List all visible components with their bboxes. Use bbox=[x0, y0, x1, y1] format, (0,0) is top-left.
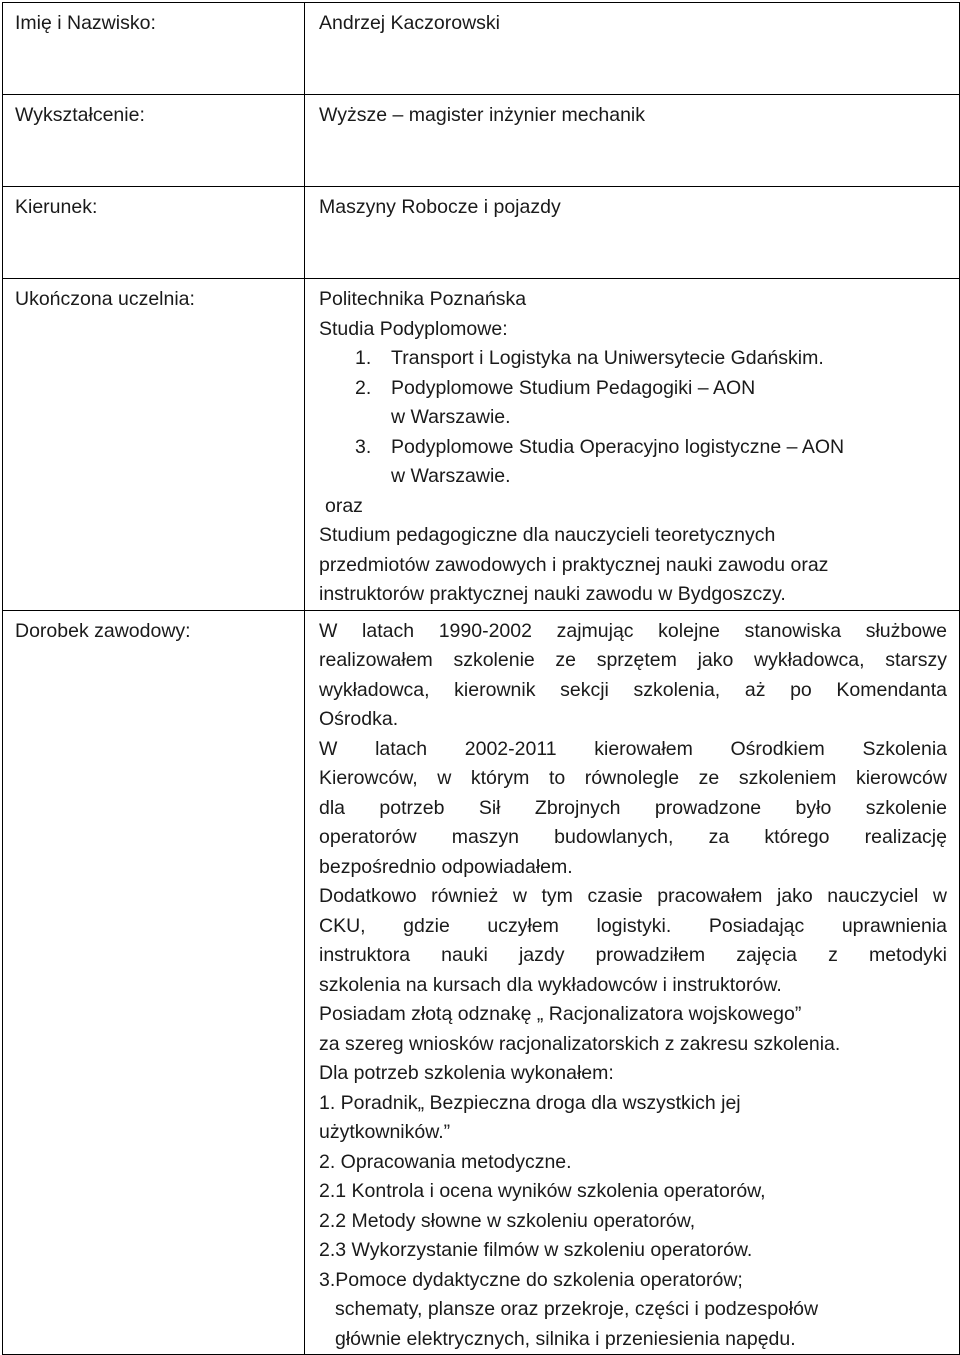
item-text: Transport i Logistyka na Uniwersytecie Gdańskim. bbox=[391, 347, 824, 369]
work-line: realizowałem szkolenie ze sprzętem jako wykładowca, starszy bbox=[319, 649, 947, 671]
work-line: Ośrodka. bbox=[319, 708, 399, 730]
row-university bbox=[3, 279, 960, 611]
extra-studies-line: przedmiotów zawodowych i praktycznej nauki zawodu oraz bbox=[319, 553, 829, 576]
value-education: Wyższe – magister inżynier mechanik bbox=[305, 95, 960, 187]
cv-document bbox=[2, 2, 959, 1350]
done-sub-item: głównie elektrycznych, silnika i przeniesienia napędu. bbox=[335, 1327, 796, 1350]
postgraduate-item bbox=[319, 374, 947, 433]
done-item: 1. Poradnik„ Bezpieczna droga dla wszystkich jej bbox=[319, 1091, 741, 1114]
label-name: Imię i Nazwisko: bbox=[3, 3, 305, 95]
row-name bbox=[3, 3, 960, 95]
row-work bbox=[3, 610, 960, 1355]
done-item: 2.3 Wykorzystanie filmów w szkoleniu operatorów. bbox=[319, 1239, 753, 1261]
item-number: 2. bbox=[355, 376, 372, 399]
label-university: Ukończona uczelnia: bbox=[3, 279, 305, 611]
done-sub-item: schematy, plansze oraz przekroje, części i podzespołów bbox=[335, 1298, 819, 1320]
done-item: 2. Opracowania metodyczne. bbox=[319, 1150, 572, 1173]
university-name: Politechnika Poznańska bbox=[319, 288, 527, 310]
item-text: Podyplomowe Studium Pedagogiki – AON bbox=[391, 376, 756, 399]
work-line: szkolenia na kursach dla wykładowców i instruktorów. bbox=[319, 973, 782, 996]
done-item: użytkowników.” bbox=[319, 1121, 451, 1143]
work-line: Kierowców, w którym to równolegle ze szkoleniem kierowców bbox=[319, 767, 947, 789]
badge-line: za szereg wniosków racjonalizatorskich z zakresu szkolenia. bbox=[319, 1032, 841, 1055]
row-education bbox=[3, 95, 960, 187]
extra-studies-line: Studium pedagogiczne dla nauczycieli teoretycznych bbox=[319, 524, 776, 546]
item-text-cont: w Warszawie. bbox=[391, 406, 511, 428]
value-work bbox=[305, 610, 960, 1355]
postgraduate-list bbox=[319, 344, 947, 492]
work-line: instruktora nauki jazdy prowadziłem zajęcia z metodyki bbox=[319, 944, 947, 966]
value-name: Andrzej Kaczorowski bbox=[305, 3, 960, 95]
postgraduate-item bbox=[319, 433, 947, 492]
postgraduate-item bbox=[319, 344, 947, 374]
work-line: bezpośrednio odpowiadałem. bbox=[319, 855, 573, 878]
postgraduate-heading: Studia Podyplomowe: bbox=[319, 317, 508, 340]
work-line: dla potrzeb Sił Zbrojnych prowadzone było szkolenie bbox=[319, 796, 947, 819]
item-text-cont: w Warszawie. bbox=[391, 465, 511, 487]
work-line: Dodatkowo również w tym czasie pracowałem jako nauczyciel w bbox=[319, 885, 947, 907]
value-direction: Maszyny Robocze i pojazdy bbox=[305, 187, 960, 279]
item-text: Podyplomowe Studia Operacyjno logistyczne – AON bbox=[391, 435, 845, 458]
done-item: 3.Pomoce dydaktyczne do szkolenia operatorów; bbox=[319, 1268, 743, 1291]
label-work: Dorobek zawodowy: bbox=[3, 610, 305, 1355]
extra-studies-line: instruktorów praktycznej nauki zawodu w Bydgoszczy. bbox=[319, 583, 786, 605]
work-line: W latach 1990-2002 zajmując kolejne stanowiska służbowe bbox=[319, 619, 947, 642]
done-intro: Dla potrzeb szkolenia wykonałem: bbox=[319, 1062, 614, 1084]
label-education: Wykształcenie: bbox=[3, 95, 305, 187]
done-item: 2.2 Metody słowne w szkoleniu operatorów, bbox=[319, 1209, 696, 1232]
label-direction: Kierunek: bbox=[3, 187, 305, 279]
oraz-text: oraz bbox=[325, 494, 363, 517]
work-line: W latach 2002-2011 kierowałem Ośrodkiem Szkolenia bbox=[319, 737, 947, 760]
work-line: operatorów maszyn budowlanych, za którego realizację bbox=[319, 826, 947, 848]
item-number: 1. bbox=[355, 347, 372, 369]
work-line: CKU, gdzie uczyłem logistyki. Posiadając uprawnienia bbox=[319, 914, 947, 937]
cv-table bbox=[2, 2, 960, 1355]
value-university bbox=[305, 279, 960, 611]
badge-line: Posiadam złotą odznakę „ Racjonalizatora wojskowego” bbox=[319, 1003, 802, 1025]
item-number: 3. bbox=[355, 435, 372, 458]
done-item: 2.1 Kontrola i ocena wyników szkolenia operatorów, bbox=[319, 1180, 766, 1202]
work-line: wykładowca, kierownik sekcji szkolenia, aż po Komendanta bbox=[319, 678, 947, 701]
row-direction bbox=[3, 187, 960, 279]
